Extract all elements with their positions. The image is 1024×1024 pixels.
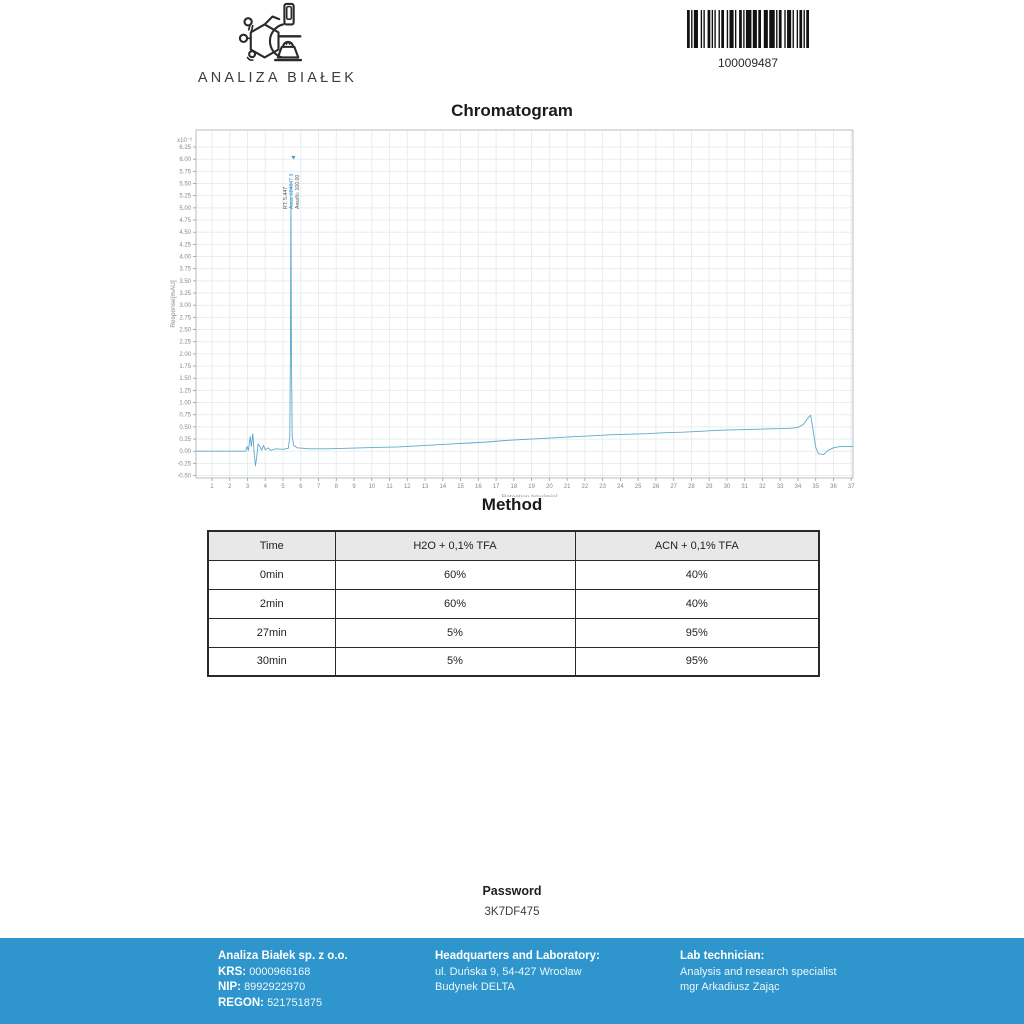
svg-text:16: 16 [474,484,482,490]
password-value: 3K7DF475 [484,906,540,918]
method-table-head [208,531,819,560]
method-header-row [208,531,819,560]
svg-text:3.50: 3.50 [179,278,191,285]
svg-text:21: 21 [563,484,571,490]
chromatogram-chart [166,127,858,497]
svg-text:2.75: 2.75 [179,315,191,322]
svg-text:29: 29 [705,484,713,490]
method-table [207,530,820,677]
svg-text:1: 1 [210,484,214,490]
method-cell: 40% [575,560,819,589]
svg-text:3.75: 3.75 [179,266,191,273]
method-cell: 30min [208,647,335,676]
svg-text:0.25: 0.25 [179,437,191,444]
svg-text:4: 4 [263,484,267,490]
svg-text:7: 7 [316,484,321,490]
footer-company [218,949,348,1011]
svg-text:27: 27 [670,484,678,490]
svg-text:5.50: 5.50 [179,181,191,188]
logo-text: ANALIZA BIAŁEK [197,70,358,86]
hq-title: Headquarters and Laboratory: [435,950,600,962]
svg-text:28: 28 [688,484,695,490]
svg-text:Area%: 100.00: Area%: 100.00 [294,174,301,209]
method-row [208,618,819,647]
svg-text:6.00: 6.00 [179,157,191,164]
svg-text:35: 35 [812,484,820,490]
svg-text:4.75: 4.75 [179,218,191,225]
method-header-cell: ACN + 0,1% TFA [575,531,819,560]
method-cell: 5% [335,618,575,647]
method-cell: 27min [208,618,335,647]
password-block [0,884,1024,918]
svg-text:0.00: 0.00 [179,449,191,456]
barcode-icon [687,10,809,48]
svg-text:2.25: 2.25 [179,339,191,346]
hq-building: Budynek DELTA [435,981,515,993]
barcode-block [686,10,810,70]
method-table-body [208,560,819,676]
krs-label: KRS: [218,965,247,978]
svg-text:2.50: 2.50 [179,327,191,334]
svg-text:30: 30 [723,484,731,490]
svg-text:34: 34 [794,484,802,490]
svg-text:18: 18 [510,484,518,490]
method-cell: 0min [208,560,335,589]
svg-text:4.50: 4.50 [179,230,191,237]
company-name: Analiza Białek sp. z o.o. [218,950,348,962]
svg-text:10: 10 [368,484,376,490]
svg-text:22: 22 [581,484,589,490]
svg-text:25: 25 [634,484,642,490]
nip-label: NIP: [218,981,241,993]
nip-value: 8992922970 [244,981,306,993]
method-row [208,647,819,676]
svg-text:3.25: 3.25 [179,291,191,298]
svg-text:5.75: 5.75 [179,169,191,176]
svg-text:x10⁻²: x10⁻² [177,138,192,145]
svg-text:33: 33 [776,484,784,490]
method-cell: 60% [335,589,575,618]
svg-text:15: 15 [457,484,464,490]
svg-text:3: 3 [245,484,250,490]
method-cell: 95% [575,618,819,647]
tech-title: Lab technician: [680,950,765,962]
method-cell: 40% [575,589,819,618]
lab-logo-icon [195,2,360,68]
chromatogram-title: Chromatogram [451,101,573,120]
method-cell: 60% [335,560,575,589]
method-title: Method [481,495,543,514]
svg-text:12: 12 [403,484,411,490]
svg-text:Area: 604947.9: Area: 604947.9 [288,173,295,209]
tech-name: mgr Arkadiusz Zając [680,981,780,993]
svg-text:13: 13 [421,484,429,490]
svg-text:19: 19 [528,484,535,490]
tech-role: Analysis and research specialist [680,965,837,978]
svg-text:1.25: 1.25 [179,388,191,395]
svg-text:-0.50: -0.50 [177,473,191,480]
method-cell: 5% [335,647,575,676]
svg-text:4.25: 4.25 [179,242,191,249]
svg-text:-0.25: -0.25 [177,461,191,468]
svg-text:1.00: 1.00 [179,400,191,407]
regon-label: REGON: [218,996,264,1009]
svg-text:2: 2 [228,484,232,490]
krs-value: 0000966168 [249,965,311,978]
method-header-cell: H2O + 0,1% TFA [335,531,575,560]
svg-text:24: 24 [617,484,624,490]
svg-text:4.00: 4.00 [179,254,191,261]
footer-hq [435,949,600,996]
regon-value: 521751875 [267,996,323,1009]
method-row [208,589,819,618]
method-cell: 2min [208,589,335,618]
method-header-cell: Time [208,531,335,560]
method-cell: 95% [575,647,819,676]
barcode-number: 100009487 [717,56,779,70]
password-label: Password [482,884,542,898]
svg-text:6.25: 6.25 [179,145,191,152]
svg-text:32: 32 [759,484,766,490]
svg-text:37: 37 [847,484,855,490]
svg-text:31: 31 [741,484,749,490]
svg-text:23: 23 [599,484,606,490]
svg-text:0.75: 0.75 [179,412,191,419]
hq-address: ul. Duńska 9, 54-427 Wrocław [435,965,582,978]
svg-text:0.50: 0.50 [179,424,191,431]
method-row [208,560,819,589]
svg-text:26: 26 [652,484,660,490]
svg-text:11: 11 [386,484,393,490]
svg-text:5: 5 [281,484,285,490]
svg-text:2.00: 2.00 [179,351,191,358]
svg-text:5.00: 5.00 [179,205,191,212]
svg-text:3.00: 3.00 [179,303,191,310]
footer-technician [680,949,837,996]
chromatogram-plot [166,127,858,497]
svg-text:Response[mAU]: Response[mAU] [170,280,177,328]
svg-text:RT: 5.447: RT: 5.447 [282,186,289,209]
footer [0,938,1024,1024]
svg-text:36: 36 [830,484,837,490]
svg-text:14: 14 [439,484,447,490]
svg-text:5.25: 5.25 [179,193,191,200]
svg-text:17: 17 [492,484,500,490]
svg-text:1.75: 1.75 [179,364,191,371]
svg-text:8: 8 [334,484,338,490]
svg-text:9: 9 [352,484,356,490]
company-logo [195,2,360,86]
svg-text:6: 6 [299,484,303,490]
svg-text:20: 20 [546,484,553,490]
svg-text:1.50: 1.50 [179,376,191,383]
